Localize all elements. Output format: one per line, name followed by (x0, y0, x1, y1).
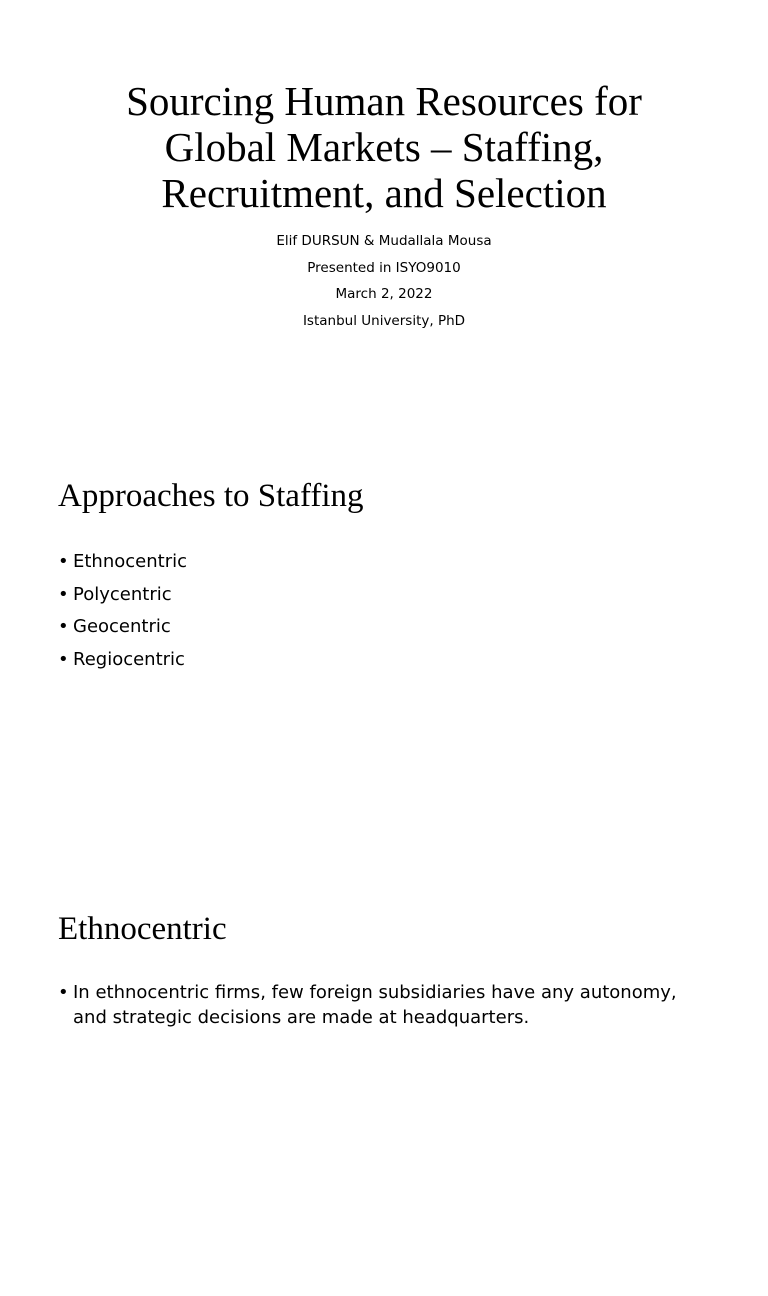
presentation-subtitle (60, 228, 708, 334)
list-item (58, 579, 187, 612)
bullet-icon: • (58, 551, 69, 572)
list-item-text: Geocentric (73, 616, 171, 637)
list-item (58, 611, 187, 644)
list-item (58, 644, 187, 677)
bullet-icon: • (58, 648, 69, 670)
title-slide (0, 0, 768, 432)
bullet-icon: • (58, 583, 69, 605)
ethnocentric-slide (0, 864, 768, 1296)
list-item-text: In ethnocentric firms, few foreign subsidiaries have any autonomy, and strategic decisions are made at headquarters. (73, 982, 677, 1028)
title-line: Recruitment, and Selection (161, 170, 607, 216)
slide-title: Ethnocentric (58, 911, 227, 947)
title-line: Global Markets – Staffing, (164, 124, 604, 170)
presentation-title (60, 78, 708, 216)
authors: Elif DURSUN & Mudallala Mousa (276, 233, 492, 249)
slide-title: Approaches to Staffing (58, 478, 364, 514)
bullet-list (58, 980, 698, 1030)
title-line: Sourcing Human Resources for (126, 78, 642, 124)
list-item-text: Polycentric (73, 583, 172, 605)
list-item (58, 980, 698, 1030)
list-item (58, 546, 187, 579)
list-item-text: Regiocentric (73, 648, 185, 670)
institution: Istanbul University, PhD (302, 312, 466, 329)
bullet-icon: • (58, 616, 69, 637)
bullet-icon: • (58, 982, 69, 1003)
approaches-slide (0, 432, 768, 864)
date: March 2, 2022 (335, 286, 433, 302)
bullet-list (58, 546, 187, 676)
course: Presented in ISYO9010 (307, 259, 461, 276)
list-item-text: Ethnocentric (73, 551, 187, 572)
